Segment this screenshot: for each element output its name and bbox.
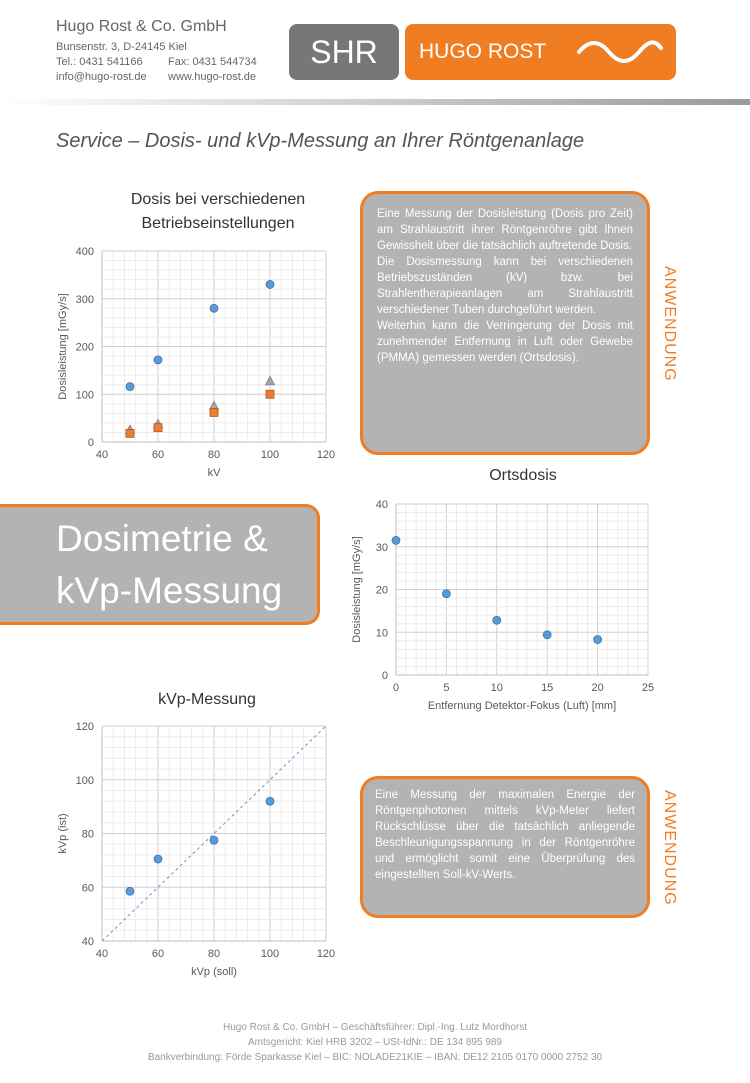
x-tick-label: 0 [392, 682, 400, 694]
x-tick-label: 15 [541, 682, 554, 694]
y-tick-label: 40 [375, 499, 388, 511]
y-tick-label: 40 [81, 936, 94, 948]
data-point [154, 356, 162, 364]
x-axis-label: kV [207, 467, 221, 479]
x-tick-label: 40 [95, 948, 109, 960]
data-point [126, 887, 134, 895]
info-kvp-text: Eine Messung der maximalen Energie der Röntgenphotonen mittels kVp-Meter liefert Rückschlüsse über die tatsächlich anliegende Beschleunigungsspannung in der Röntgenröhre und ermöglicht somit eine Überprüfung des eingestellten Soll-kV-Werts. [375, 789, 635, 881]
x-tick-label: 25 [641, 682, 655, 694]
company-web[interactable]: www.hugo-rost.de [168, 71, 257, 83]
data-point [126, 429, 134, 437]
x-tick-label: 80 [207, 449, 221, 461]
company-fax: Fax: 0431 544734 [168, 56, 257, 68]
data-point [154, 855, 162, 863]
info-paragraph-1: Eine Messung der Dosisleistung (Dosis pro Zeit) am Strahlaustritt ihrer Röntgenröhre gibt Ihnen Gewissheit über die tatsächlich auftretende Dosis. [377, 208, 633, 252]
x-tick-label: 5 [443, 682, 450, 694]
y-tick-label: 30 [375, 541, 388, 554]
y-axis-label: kVp (ist) [57, 813, 69, 854]
x-axis-label: Entfernung Detektor-Fokus (Luft) [mm] [427, 700, 617, 712]
data-point [493, 616, 501, 624]
data-point [266, 376, 275, 385]
y-tick-label: 0 [87, 437, 94, 449]
x-tick-label: 100 [260, 948, 280, 960]
x-tick-label: 20 [591, 682, 604, 694]
x-tick-label: 10 [490, 682, 503, 694]
data-point [210, 304, 218, 312]
y-tick-label: 100 [75, 389, 94, 402]
y-tick-label: 100 [75, 774, 94, 787]
ortsdosis-chart [338, 490, 668, 725]
company-address: Bunsenstr. 3, D-24145 Kiel [56, 41, 187, 53]
x-tick-label: 100 [260, 449, 280, 461]
info-box-application [360, 191, 650, 455]
y-tick-label: 120 [75, 721, 94, 733]
y-axis-label: Dosisleistung [mGy/s] [57, 293, 69, 400]
y-tick-label: 200 [75, 341, 94, 354]
data-point [210, 408, 218, 416]
x-tick-label: 120 [316, 948, 336, 960]
data-point [210, 836, 218, 844]
x-axis-label: kVp (soll) [191, 966, 237, 978]
y-tick-label: 400 [75, 246, 94, 258]
y-tick-label: 0 [381, 670, 388, 682]
x-tick-label: 60 [151, 948, 165, 960]
data-point [266, 280, 274, 288]
title-line1: Dosimetrie & [56, 518, 268, 559]
y-tick-label: 300 [75, 293, 94, 306]
y-tick-label: 80 [81, 828, 94, 841]
company-email[interactable]: info@hugo-rost.de [56, 71, 147, 83]
hugo-rost-logo-text: HUGO ROST [419, 40, 547, 63]
hugo-rost-logo [405, 24, 676, 80]
wave-icon [575, 38, 665, 66]
company-tel: Tel.: 0431 541166 [56, 56, 143, 68]
title-line2: kVp-Messung [56, 570, 283, 611]
info-paragraph-3: Weiterhin kann die Verringerung der Dosis mit zunehmender Entfernung in Luft oder Gewebe (PMMA) gemessen werden (Ortsdosis). [377, 320, 633, 364]
data-point [266, 390, 274, 398]
y-tick-label: 10 [375, 627, 388, 640]
data-point [543, 631, 551, 639]
x-tick-label: 40 [95, 449, 109, 461]
data-point [266, 797, 274, 805]
chart1-title-line1: Dosis bei verschiedenen [130, 191, 306, 208]
dose-chart [40, 235, 350, 495]
footer-line2: Amtsgericht: Kiel HRB 3202 – USt-IdNr.: DE 134 895 989 [247, 1037, 502, 1048]
y-axis-label: Dosisleistung [mGy/s] [351, 536, 363, 643]
company-name: Hugo Rost & Co. GmbH [56, 18, 227, 35]
page-subtitle: Service – Dosis- und kVp-Messung an Ihrer Röntgenanlage [56, 130, 585, 152]
chart1-title-line2: Betriebseinstellungen [141, 215, 295, 232]
footer-line3: Bankverbindung: Förde Sparkasse Kiel – BIC: NOLADE21KIE – IBAN: DE12 2105 0170 0000 2752 30 [147, 1052, 603, 1063]
side-label-application-top: ANWENDUNG [661, 266, 678, 382]
chart3-title: kVp-Messung [158, 691, 256, 708]
x-tick-label: 60 [151, 449, 165, 461]
data-point [442, 590, 450, 598]
x-tick-label: 120 [316, 449, 336, 461]
y-tick-label: 20 [375, 584, 388, 597]
side-label-application-bottom: ANWENDUNG [661, 790, 678, 906]
footer-line1: Hugo Rost & Co. GmbH – Geschäftsführer: Dipl.-Ing. Lutz Mordhorst [222, 1022, 527, 1033]
data-point [126, 383, 134, 391]
kvp-chart [40, 712, 350, 997]
shr-logo: SHR [289, 24, 399, 80]
info-box-kvp [360, 776, 650, 918]
y-tick-label: 60 [81, 882, 94, 895]
chart1-title [100, 188, 336, 236]
data-point [154, 424, 162, 432]
info-paragraph-2: Die Dosismessung kann bei verschiedenen Betriebszuständen (kV) bzw. bei Strahlentherapieanlagen am Strahlaustritt verschiedener Tuben durchgeführt werden. [377, 256, 633, 316]
x-tick-label: 80 [207, 948, 221, 960]
header-rule [0, 99, 750, 105]
data-point [392, 536, 400, 544]
chart2-title: Ortsdosis [489, 467, 557, 484]
data-point [594, 636, 602, 644]
